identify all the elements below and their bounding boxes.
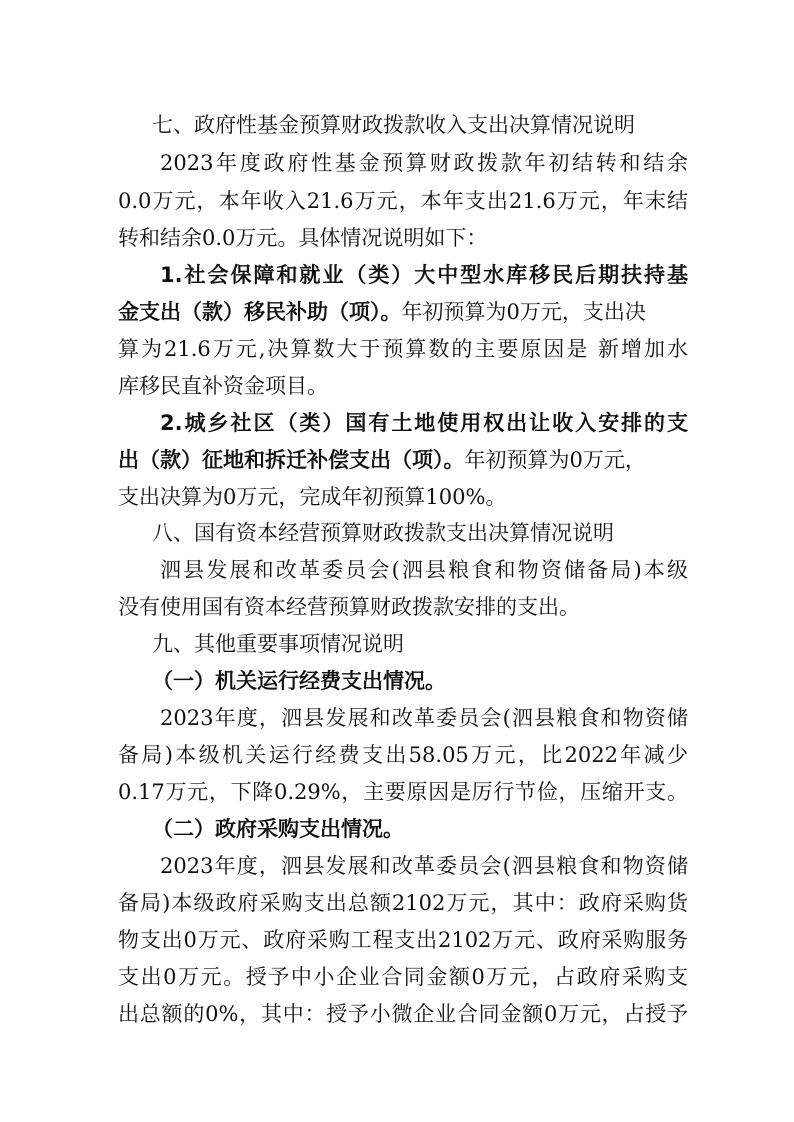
item-1-line: 算为21.6万元,决算数大于预算数的主要原因是 新增加水	[118, 337, 688, 361]
item-2-title: 2.城乡社区（类）国有土地使用权出让收入安排的支	[160, 411, 688, 435]
section-7-heading: 七、政府性基金预算财政拨款收入支出决算情况说明	[152, 113, 635, 137]
section-9-2-line: 备局)本级政府采购支出总额2102万元，其中：政府采购货	[118, 891, 688, 915]
section-9-subheading-2: （二）政府采购支出情况。	[152, 817, 404, 841]
section-9-2-line: 2023年度，泗县发展和改革委员会(泗县粮食和物资储	[160, 854, 688, 878]
section-8-paragraph-line: 泗县发展和改革委员会(泗县粮食和物资储备局)本级	[160, 558, 688, 582]
item-1-title-end: 金支出（款）移民补助（项）。	[118, 300, 402, 324]
item-1-title: 1.社会保障和就业（类）大中型水库移民后期扶持基	[160, 263, 688, 287]
section-9-2-line: 支出0万元。授予中小企业合同金额0万元，占政府采购支	[118, 965, 688, 989]
section-9-1-line: 0.17万元，下降0.29%，主要原因是厉行节俭，压缩开支。	[118, 780, 688, 804]
section-9-1-line: 备局)本级机关运行经费支出58.05万元，比2022年减少	[118, 743, 688, 767]
item-1-line: 库移民直补资金项目。	[118, 374, 328, 398]
section-7-paragraph-line: 转和结余0.0万元。具体情况说明如下：	[118, 226, 488, 250]
item-2-title-end: 出（款）征地和拆迁补偿支出（项）。	[118, 448, 465, 472]
item-2-line: 支出决算为0万元，完成年初预算100%。	[118, 485, 507, 509]
section-8-heading: 八、国有资本经营预算财政拨款支出决算情况说明	[152, 521, 614, 545]
item-2-text: 年初预算为0万元，	[464, 448, 646, 472]
section-7-paragraph-line: 2023年度政府性基金预算财政拨款年初结转和结余	[160, 151, 688, 175]
item-1-line	[118, 297, 688, 327]
section-9-subheading-1: （一）机关运行经费支出情况。	[152, 669, 446, 693]
section-9-2-line: 出总额的0%，其中：授予小微企业合同金额0万元，占授予	[118, 1002, 688, 1026]
item-1-text: 年初预算为0万元，支出决	[401, 300, 646, 324]
section-8-paragraph-line: 没有使用国有资本经营预算财政拨款安排的支出。	[118, 595, 580, 619]
section-9-1-line: 2023年度，泗县发展和改革委员会(泗县粮食和物资储	[160, 706, 688, 730]
section-7-paragraph-line: 0.0万元，本年收入21.6万元，本年支出21.6万元，年末结	[118, 189, 688, 213]
section-9-2-line: 物支出0万元、政府采购工程支出2102万元、政府采购服务	[118, 928, 688, 952]
section-9-heading: 九、其他重要事项情况说明	[152, 632, 404, 656]
item-2-line	[118, 445, 688, 475]
